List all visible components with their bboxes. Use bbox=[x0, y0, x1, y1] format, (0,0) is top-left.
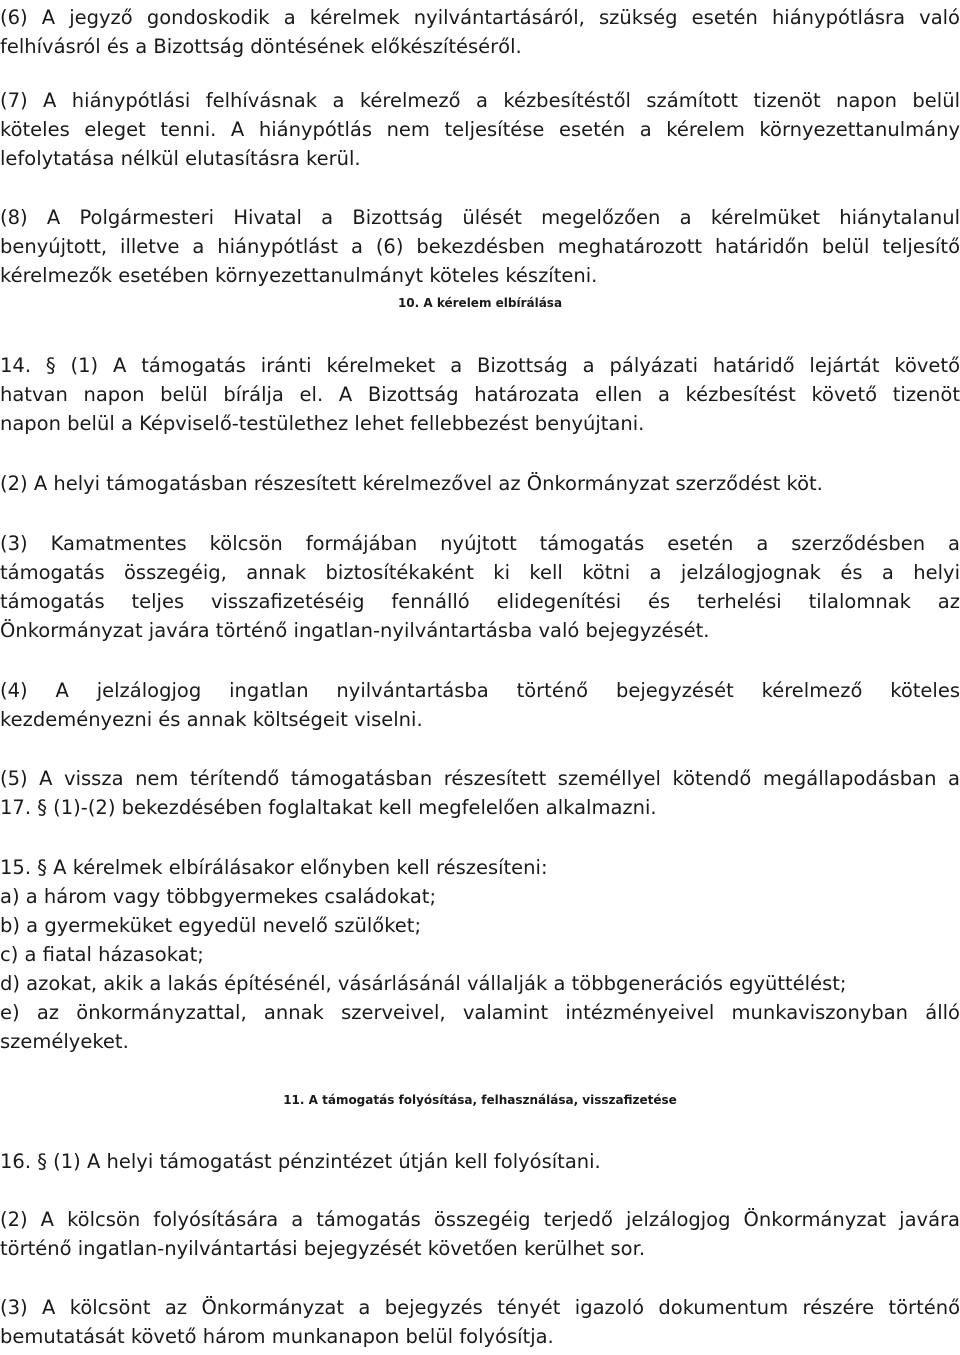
text-line: kezdeményezni és annak költségeit viselni. bbox=[0, 708, 423, 731]
text-line: bemutatását követő három munkanapon belül folyósítja. bbox=[0, 1325, 554, 1348]
text-line: (7) A hiánypótlási felhívásnak a kérelmező a kézbesítéstől számított tizenöt napon belül bbox=[0, 89, 960, 112]
text-line: köteles eleget tenni. A hiánypótlás nem teljesítése esetén a kérelem környezettanulmány bbox=[0, 118, 960, 141]
text-line: 17. § (1)-(2) bekezdésében foglaltakat kell megfelelően alkalmazni. bbox=[0, 796, 657, 819]
list-item: a) a három vagy többgyermekes családokat; bbox=[0, 885, 437, 908]
text-line: hatvan napon belül bírálja el. A Bizottság határozata ellen a kézbesítést követő tizenöt bbox=[0, 383, 960, 406]
text-line: (2) A kölcsön folyósítására a támogatás összegéig terjedő jelzálogjog Önkormányzat javára bbox=[0, 1208, 960, 1231]
text-line: támogatás összegéig, annak biztosítékaként ki kell kötni a jelzálogjognak és a helyi bbox=[0, 561, 960, 584]
list-item: c) a fiatal házasokat; bbox=[0, 943, 204, 966]
text-line: 15. § A kérelmek elbírálásakor előnyben kell részesíteni: bbox=[0, 856, 548, 879]
text-line: (6) A jegyző gondoskodik a kérelmek nyilvántartásáról, szükség esetén hiánypótlásra való bbox=[0, 6, 960, 29]
text-line: napon belül a Képviselő-testülethez lehet fellebbezést benyújtani. bbox=[0, 412, 645, 435]
text-line: lefolytatása nélkül elutasításra kerül. bbox=[0, 147, 361, 170]
text-line: kérelmezők esetében környezettanulmányt köteles készíteni. bbox=[0, 264, 598, 287]
list-item: b) a gyermeküket egyedül nevelő szülőket; bbox=[0, 914, 422, 937]
section-16-paragraph-1: 16. § (1) A helyi támogatást pénzintézet útján kell folyósítani. bbox=[0, 1150, 601, 1173]
list-item: d) azokat, akik a lakás építésénél, vásárlásánál vállalják a többgenerációs együttélést; bbox=[0, 972, 847, 995]
section-14-paragraph-2: (2) A helyi támogatásban részesített kérelmezővel az Önkormányzat szerződést köt. bbox=[0, 472, 823, 495]
text-line: (3) A kölcsönt az Önkormányzat a bejegyzés tényét igazoló dokumentum részére történő bbox=[0, 1296, 960, 1319]
section-heading-10: 10. A kérelem elbírálása bbox=[397, 296, 563, 310]
list-item: e) az önkormányzattal, annak szerveivel, valamint intézményeivel munkaviszonyban álló bbox=[0, 1001, 960, 1024]
text-line: benyújtott, illetve a hiánypótlást a (6) bekezdésben meghatározott határidőn belül teljesítő bbox=[0, 235, 960, 258]
text-line: felhívásról és a Bizottság döntésének előkészítéséről. bbox=[0, 35, 522, 58]
text-line: (3) Kamatmentes kölcsön formájában nyújtott támogatás esetén a szerződésben a bbox=[0, 532, 960, 555]
text-line: (8) A Polgármesteri Hivatal a Bizottság ülését megelőzően a kérelmüket hiánytalanul bbox=[0, 206, 960, 229]
text-line: támogatás teljes visszafizetéséig fennálló elidegenítési és terhelési tilalomnak az bbox=[0, 590, 960, 613]
text-line: történő ingatlan-nyilvántartási bejegyzését követően kerülhet sor. bbox=[0, 1237, 646, 1260]
section-heading-11: 11. A támogatás folyósítása, felhasználása, visszafizetése bbox=[283, 1093, 677, 1107]
text-line: (4) A jelzálogjog ingatlan nyilvántartásba történő bejegyzését kérelmező köteles bbox=[0, 679, 960, 702]
text-line: személyeket. bbox=[0, 1030, 129, 1053]
text-line: (5) A vissza nem térítendő támogatásban részesített személlyel kötendő megállapodásban a bbox=[0, 767, 960, 790]
text-line: 14. § (1) A támogatás iránti kérelmeket a Bizottság a pályázati határidő lejártát követő bbox=[0, 354, 960, 377]
text-line: Önkormányzat javára történő ingatlan-nyilvántartásba való bejegyzését. bbox=[0, 619, 710, 642]
